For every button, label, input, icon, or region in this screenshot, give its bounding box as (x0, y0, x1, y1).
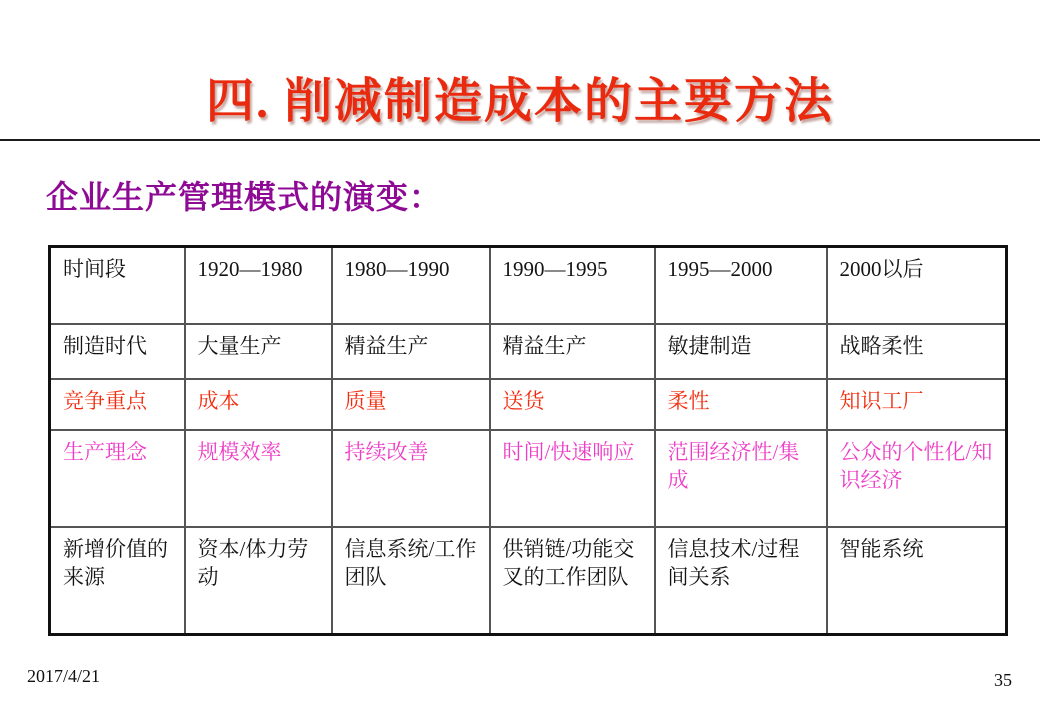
table-cell: 信息技术/过程间关系 (655, 527, 827, 635)
table-row (50, 379, 1007, 430)
table-header-cell: 时间段 (50, 247, 185, 324)
table-cell: 精益生产 (332, 324, 490, 379)
table-cell: 新增价值的来源 (50, 527, 185, 635)
table-header-cell: 1990—1995 (490, 247, 655, 324)
table-cell: 竞争重点 (50, 379, 185, 430)
table-cell: 供销链/功能交叉的工作团队 (490, 527, 655, 635)
table-cell: 知识工厂 (827, 379, 1007, 430)
table-cell: 资本/体力劳动 (185, 527, 332, 635)
table-cell: 智能系统 (827, 527, 1007, 635)
table-cell: 范围经济性/集成 (655, 430, 827, 527)
table-cell: 生产理念 (50, 430, 185, 527)
title-divider (0, 139, 1040, 141)
page-title: 四. 削减制造成本的主要方法 (205, 75, 834, 128)
table-header-cell: 1920—1980 (185, 247, 332, 324)
table-cell: 信息系统/工作团队 (332, 527, 490, 635)
table-cell: 战略柔性 (827, 324, 1007, 379)
table-cell: 成本 (185, 379, 332, 430)
table-cell: 质量 (332, 379, 490, 430)
table-cell: 公众的个性化/知识经济 (827, 430, 1007, 527)
table-header-cell: 2000以后 (827, 247, 1007, 324)
evolution-table (48, 245, 1008, 636)
slide-page-number: 35 (994, 670, 1012, 690)
slide-date: 2017/4/21 (27, 666, 101, 686)
table-row (50, 527, 1007, 635)
table-cell: 敏捷制造 (655, 324, 827, 379)
table-row (50, 247, 1007, 324)
table-row (50, 324, 1007, 379)
table-header-cell: 1980—1990 (332, 247, 490, 324)
table-cell: 精益生产 (490, 324, 655, 379)
table-row (50, 430, 1007, 527)
slide-subtitle: 企业生产管理模式的演变： (46, 179, 443, 215)
table-cell: 时间/快速响应 (490, 430, 655, 527)
table-cell: 大量生产 (185, 324, 332, 379)
table-cell: 柔性 (655, 379, 827, 430)
table-cell: 持续改善 (332, 430, 490, 527)
table-cell: 送货 (490, 379, 655, 430)
table-cell: 规模效率 (185, 430, 332, 527)
table-cell: 制造时代 (50, 324, 185, 379)
table-header-cell: 1995—2000 (655, 247, 827, 324)
